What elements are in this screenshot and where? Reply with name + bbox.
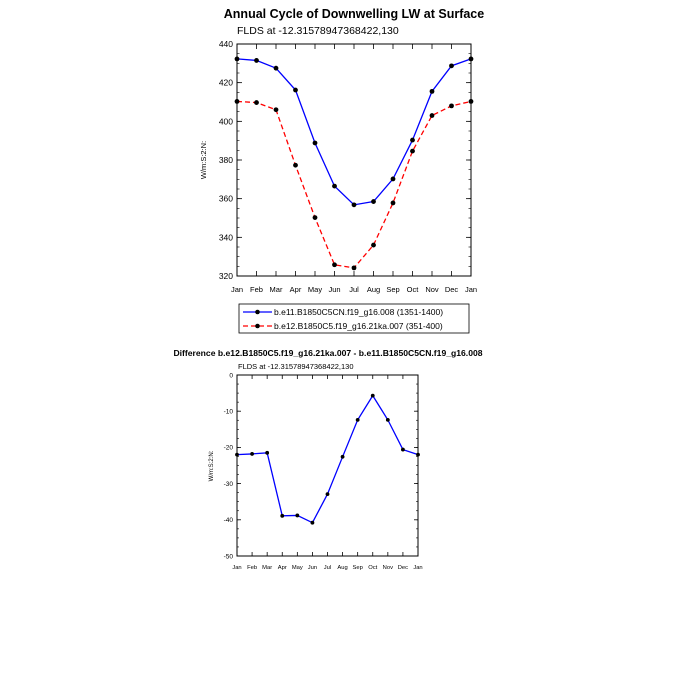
top-series-1-point: [313, 215, 318, 220]
bottom-xtick-label: Sep: [352, 565, 363, 571]
bottom-xtick-label: Aug: [337, 565, 348, 571]
top-series-1-point: [274, 107, 279, 112]
bottom-series-0-point: [295, 514, 299, 518]
bottom-ytick-label: -40: [223, 517, 233, 525]
bottom-series-0-point: [386, 418, 390, 422]
top-series-1-point: [235, 99, 240, 104]
top-series-0-point: [235, 56, 240, 61]
bottom-series-0-point: [235, 453, 239, 457]
bottom-series-0-point: [356, 418, 360, 422]
top-series-0-point: [352, 202, 357, 207]
top-xtick-label: Nov: [425, 285, 439, 294]
top-ytick-label: 380: [218, 154, 233, 165]
top-series-0-point: [410, 138, 415, 143]
bottom-xtick-label: Mar: [262, 565, 273, 571]
chart-top-subtitle: FLDS at -12.31578947368422,130: [237, 25, 399, 37]
bottom-xtick-label: May: [291, 565, 303, 571]
top-series-1-point: [352, 265, 357, 270]
bottom-xtick-label: Jul: [323, 565, 332, 571]
chart-bottom: [173, 348, 482, 571]
chart-top-ylabel: W/m:S:2:N:: [199, 140, 208, 180]
top-ytick-label: 420: [218, 77, 233, 88]
top-series-0-point: [293, 88, 298, 93]
chart-top-title: Annual Cycle of Downwelling LW at Surface: [223, 7, 485, 21]
top-xtick-label: Sep: [386, 285, 400, 294]
bottom-series-0-point: [250, 452, 254, 456]
top-xtick-label: Apr: [289, 285, 302, 294]
bottom-xtick-label: Nov: [382, 565, 393, 571]
bottom-frame: [237, 375, 418, 556]
bottom-ytick-label: -20: [223, 444, 233, 452]
top-xtick-label: Oct: [406, 285, 419, 294]
bottom-xtick-label: Dec: [397, 565, 409, 571]
top-ytick-label: 360: [218, 193, 233, 204]
top-series-0-point: [449, 63, 454, 68]
top-ytick-label: 400: [218, 116, 233, 127]
bottom-series-0-point: [341, 455, 345, 459]
bottom-series-0-point: [280, 514, 284, 518]
bottom-xtick-label: Feb: [247, 565, 258, 571]
top-series-0-point: [332, 184, 337, 189]
bottom-series-0-point: [401, 448, 405, 452]
top-series-0-point: [469, 56, 474, 61]
top-xtick-label: Jun: [328, 285, 341, 294]
bottom-ytick-label: -10: [223, 408, 233, 416]
top-xtick-label: Jan: [230, 285, 244, 294]
bottom-series-0-line: [237, 396, 418, 523]
bottom-xtick-label: Jan: [232, 565, 242, 571]
top-series-0-point: [391, 177, 396, 182]
top-xtick-label: Feb: [250, 285, 263, 294]
top-series-0-line: [237, 59, 471, 205]
bottom-ytick-label: 0: [229, 372, 233, 380]
bottom-xtick-label: Oct: [368, 565, 378, 571]
bottom-series-0-point: [416, 453, 420, 457]
legend-series-0-marker: [255, 310, 260, 315]
top-series-0-point: [371, 199, 376, 204]
chart-top: [199, 7, 484, 333]
bottom-xtick-label: Jun: [307, 565, 318, 571]
top-series-1-point: [332, 262, 337, 267]
bottom-series-0-point: [371, 394, 375, 398]
top-series-1-point: [254, 100, 259, 105]
top-xtick-label: May: [307, 285, 323, 294]
top-series-0-point: [313, 141, 318, 146]
bottom-ytick-label: -50: [223, 553, 233, 561]
bottom-ytick-label: -30: [223, 480, 233, 488]
chart-bottom-ylabel: W/m:S:2:N:: [209, 450, 215, 482]
top-series-0-point: [430, 89, 435, 94]
legend-series-0-label: b.e11.B1850C5CN.f19_g16.008 (1351-1400): [274, 307, 444, 317]
top-series-1-point: [469, 99, 474, 104]
top-xtick-label: Mar: [269, 285, 283, 294]
top-series-1-line: [237, 101, 471, 267]
chart-bottom-plot-area: [224, 372, 423, 571]
top-ytick-label: 340: [218, 232, 233, 243]
top-series-1-point: [371, 243, 376, 248]
bottom-series-0-point: [265, 451, 269, 455]
top-xtick-label: Dec: [444, 285, 459, 294]
top-series-1-point: [449, 103, 454, 108]
top-series-1-point: [293, 163, 298, 168]
top-series-0-point: [254, 58, 259, 63]
legend-series-1-label: b.e12.B1850C5.f19_g16.21ka.007 (351-400): [274, 321, 443, 331]
top-series-1-point: [430, 113, 435, 118]
chart-bottom-subtitle: FLDS at -12.31578947368422,130: [238, 362, 354, 371]
top-series-1-point: [410, 149, 415, 154]
top-xtick-label: Jan: [464, 285, 478, 294]
bottom-xtick-label: Jan: [413, 565, 423, 571]
top-ytick-label: 320: [218, 270, 233, 281]
bottom-series-0-point: [311, 521, 315, 525]
legend-series-1-marker: [255, 324, 260, 329]
chart-top-plot-area: [219, 39, 477, 294]
top-series-1-point: [391, 201, 396, 206]
bottom-xtick-label: Apr: [277, 565, 287, 571]
chart-top-legend: [239, 304, 469, 333]
top-ytick-label: 440: [218, 38, 233, 49]
top-series-0-point: [274, 66, 279, 71]
top-frame: [237, 44, 471, 276]
top-xtick-label: Aug: [366, 285, 381, 294]
chart-bottom-title: Difference b.e12.B1850C5.f19_g16.21ka.007 - b.e11.B1850C5CN.f19_g16.008: [173, 348, 483, 358]
bottom-series-0-point: [326, 492, 330, 496]
top-xtick-label: Jul: [349, 285, 359, 294]
